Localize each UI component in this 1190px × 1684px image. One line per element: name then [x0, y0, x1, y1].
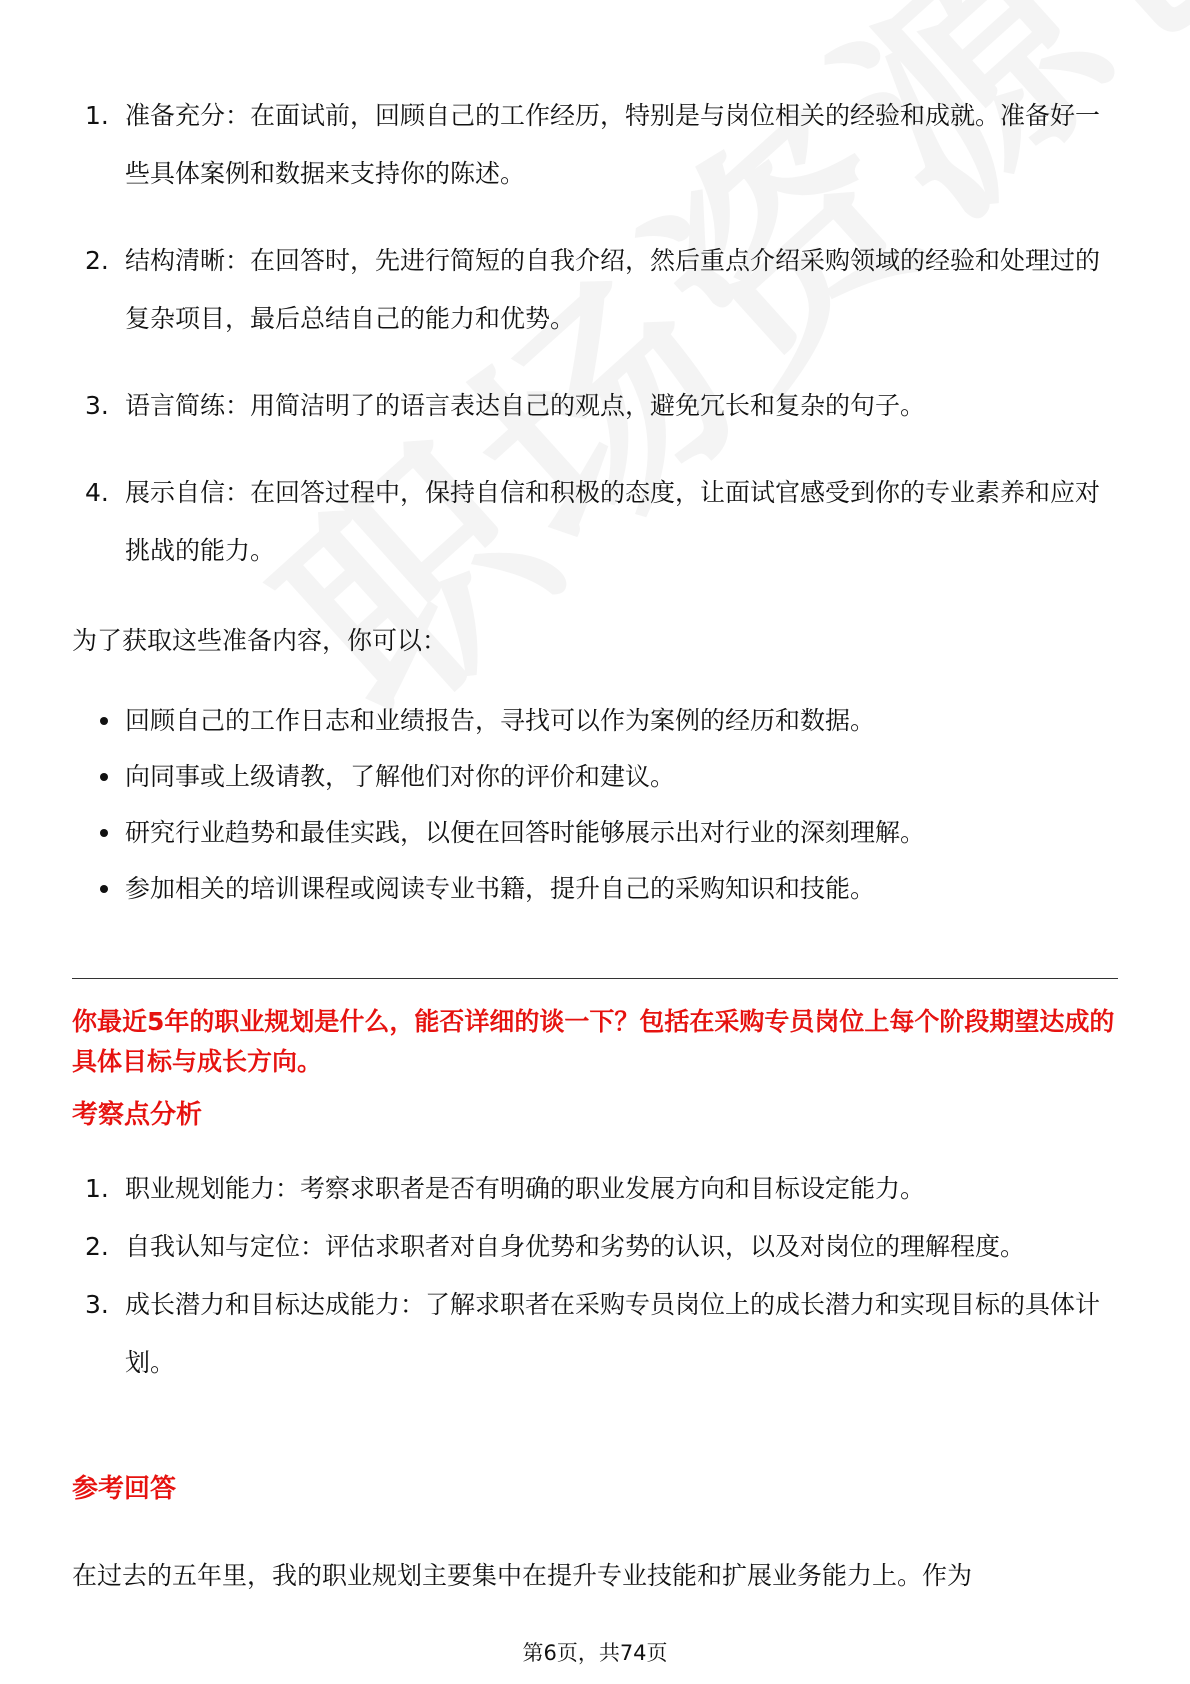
- preparation-sources-list: [72, 693, 1118, 917]
- list-item: [72, 1160, 1118, 1218]
- list-item-text: 准备充分：在面试前，回顾自己的工作经历，特别是与岗位相关的经验和成就。准备好一些具体案例和数据来支持你的陈述。: [125, 101, 1101, 188]
- list-item: [72, 1276, 1118, 1392]
- bullet-text: 参加相关的培训课程或阅读专业书籍，提升自己的采购知识和技能。: [125, 874, 876, 903]
- list-item-number: 3.: [85, 1290, 109, 1319]
- list-item-text: 结构清晰：在回答时，先进行简短的自我介绍，然后重点介绍采购领域的经验和处理过的复杂项目，最后总结自己的能力和优势。: [125, 246, 1101, 333]
- bullet-dot-icon: [100, 885, 108, 893]
- list-item-text: 展示自信：在回答过程中，保持自信和积极的态度，让面试官感受到你的专业素养和应对挑战的能力。: [125, 478, 1101, 565]
- bullet-text: 回顾自己的工作日志和业绩报告，寻找可以作为案例的经历和数据。: [125, 706, 876, 735]
- bullet-text: 研究行业趋势和最佳实践，以便在回答时能够展示出对行业的深刻理解。: [125, 818, 926, 847]
- list-item-number: 2.: [85, 246, 109, 275]
- list-item-text: 自我认知与定位：评估求职者对自身优势和劣势的认识，以及对岗位的理解程度。: [125, 1232, 1026, 1261]
- bullet-item: [72, 805, 1118, 861]
- list-item: [72, 87, 1118, 203]
- bullet-dot-icon: [100, 773, 108, 781]
- interview-question: 你最近5年的职业规划是什么，能否详细的谈一下？包括在采购专员岗位上每个阶段期望达成的具体目标与成长方向。: [72, 1007, 1115, 1076]
- assessment-points-list: [72, 1160, 1118, 1392]
- section-title-reference-answer: 参考回答: [72, 1474, 177, 1504]
- list-item-number: 1.: [85, 101, 109, 130]
- bullet-item: [72, 861, 1118, 917]
- section-divider: [72, 978, 1118, 979]
- list-item: [72, 232, 1118, 348]
- section-title-analysis: 考察点分析: [72, 1100, 203, 1130]
- bullet-item: [72, 693, 1118, 749]
- bullet-dot-icon: [100, 717, 108, 725]
- list-item: [72, 377, 1118, 435]
- answer-paragraph: 在过去的五年里，我的职业规划主要集中在提升专业技能和扩展业务能力上。作为: [72, 1561, 973, 1590]
- bullet-item: [72, 749, 1118, 805]
- list-item-number: 3.: [85, 391, 109, 420]
- intro-paragraph: 为了获取这些准备内容，你可以：: [72, 626, 448, 655]
- list-item-text: 语言简练：用简洁明了的语言表达自己的观点，避免冗长和复杂的句子。: [125, 391, 926, 420]
- list-item-text: 职业规划能力：考察求职者是否有明确的职业发展方向和目标设定能力。: [125, 1174, 926, 1203]
- list-item-number: 4.: [85, 478, 109, 507]
- list-item-text: 成长潜力和目标达成能力：了解求职者在采购专员岗位上的成长潜力和实现目标的具体计划。: [125, 1290, 1101, 1377]
- list-item-number: 1.: [85, 1174, 109, 1203]
- bullet-dot-icon: [100, 829, 108, 837]
- list-item: [72, 1218, 1118, 1276]
- page-number: 第6页，共74页: [522, 1641, 668, 1665]
- preparation-tips-list: [72, 87, 1118, 609]
- bullet-text: 向同事或上级请教，了解他们对你的评价和建议。: [125, 762, 676, 791]
- list-item-number: 2.: [85, 1232, 109, 1261]
- list-item: [72, 464, 1118, 580]
